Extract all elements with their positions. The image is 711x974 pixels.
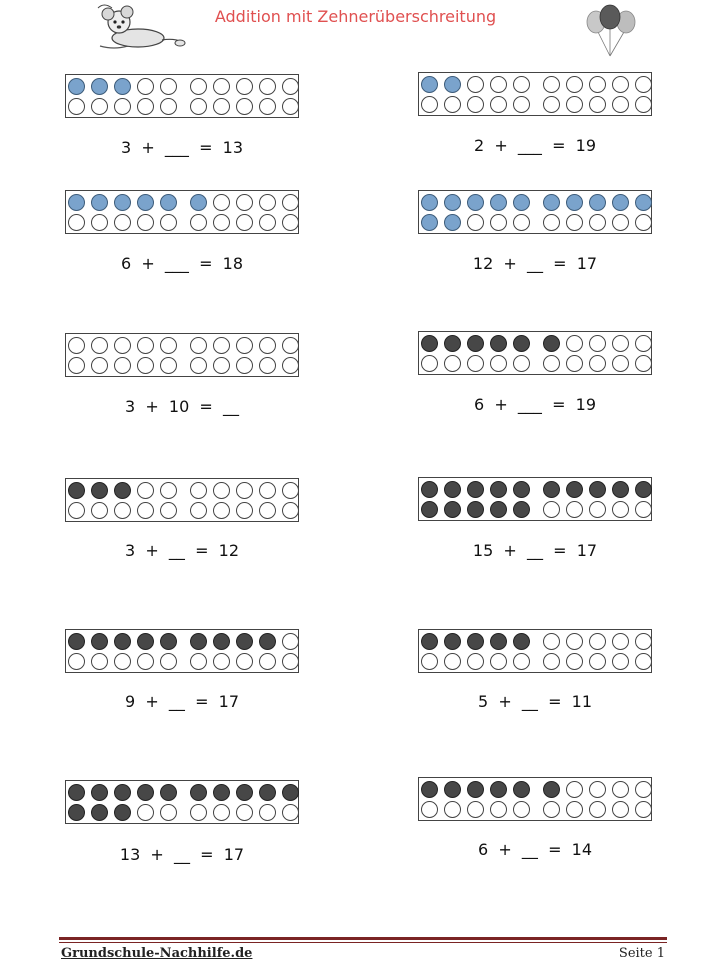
- counter-dot-empty: [190, 502, 207, 519]
- counter-dot-empty: [589, 653, 606, 670]
- counter-dot-filled: [444, 781, 461, 798]
- counter-dot-empty: [91, 653, 108, 670]
- counter-dot-empty: [91, 502, 108, 519]
- counter-dot-filled: [421, 781, 438, 798]
- counter-dot-empty: [259, 357, 276, 374]
- counter-dot-filled: [444, 76, 461, 93]
- counter-dot-empty: [566, 653, 583, 670]
- counter-dot-empty: [236, 482, 253, 499]
- counter-dot-empty: [612, 96, 629, 113]
- counter-dot-empty: [513, 801, 530, 818]
- counter-dot-empty: [236, 804, 253, 821]
- counter-dot-empty: [137, 78, 154, 95]
- equation-text: 3 + __ = 12: [124, 541, 240, 560]
- equation-text: 6 + ___ = 18: [120, 254, 244, 273]
- counter-dot-empty: [114, 653, 131, 670]
- counter-dot-filled: [490, 335, 507, 352]
- counter-dot-empty: [282, 337, 299, 354]
- counter-dot-empty: [566, 501, 583, 518]
- counter-dot-empty: [213, 194, 230, 211]
- ten-frame: [65, 190, 299, 234]
- counter-dot-filled: [490, 781, 507, 798]
- counter-dot-empty: [236, 653, 253, 670]
- counter-dot-empty: [160, 653, 177, 670]
- counter-dot-empty: [513, 653, 530, 670]
- counter-dot-empty: [213, 502, 230, 519]
- counter-dot-empty: [513, 214, 530, 231]
- counter-dot-empty: [160, 214, 177, 231]
- counter-dot-empty: [635, 501, 652, 518]
- counter-dot-filled: [444, 481, 461, 498]
- counter-dot-empty: [444, 801, 461, 818]
- counter-dot-empty: [589, 355, 606, 372]
- footer-rule: [59, 937, 667, 940]
- counter-dot-filled: [444, 501, 461, 518]
- counter-dot-empty: [160, 502, 177, 519]
- counter-dot-empty: [543, 501, 560, 518]
- counter-dot-filled: [68, 633, 85, 650]
- counter-dot-empty: [213, 214, 230, 231]
- counter-dot-filled: [68, 804, 85, 821]
- counter-dot-empty: [236, 98, 253, 115]
- counter-dot-empty: [589, 781, 606, 798]
- counter-dot-filled: [589, 194, 606, 211]
- counter-dot-filled: [444, 633, 461, 650]
- counter-dot-filled: [589, 481, 606, 498]
- counter-dot-empty: [190, 653, 207, 670]
- counter-dot-filled: [467, 781, 484, 798]
- equation-text: 2 + ___ = 19: [473, 136, 597, 155]
- balloons-icon: [584, 4, 640, 60]
- counter-dot-empty: [543, 214, 560, 231]
- counter-dot-filled: [259, 633, 276, 650]
- counter-dot-filled: [612, 194, 629, 211]
- counter-dot-empty: [467, 653, 484, 670]
- counter-dot-empty: [68, 653, 85, 670]
- counter-dot-empty: [259, 804, 276, 821]
- counter-dot-filled: [543, 194, 560, 211]
- counter-dot-filled: [114, 784, 131, 801]
- counter-dot-empty: [635, 76, 652, 93]
- equation-text: 3 + 10 = __: [124, 397, 240, 416]
- counter-dot-filled: [68, 78, 85, 95]
- counter-dot-empty: [259, 653, 276, 670]
- counter-dot-empty: [213, 78, 230, 95]
- counter-dot-filled: [190, 784, 207, 801]
- counter-dot-filled: [236, 784, 253, 801]
- counter-dot-filled: [68, 784, 85, 801]
- counter-dot-empty: [635, 355, 652, 372]
- counter-dot-empty: [635, 335, 652, 352]
- ten-frame: [418, 331, 652, 375]
- counter-dot-empty: [137, 502, 154, 519]
- counter-dot-filled: [114, 482, 131, 499]
- counter-dot-empty: [137, 653, 154, 670]
- counter-dot-filled: [91, 804, 108, 821]
- counter-dot-empty: [635, 781, 652, 798]
- counter-dot-filled: [190, 194, 207, 211]
- counter-dot-filled: [566, 481, 583, 498]
- counter-dot-filled: [236, 633, 253, 650]
- counter-dot-empty: [467, 76, 484, 93]
- counter-dot-empty: [160, 78, 177, 95]
- counter-dot-filled: [421, 501, 438, 518]
- counter-dot-empty: [589, 501, 606, 518]
- counter-dot-filled: [114, 804, 131, 821]
- counter-dot-empty: [612, 501, 629, 518]
- counter-dot-filled: [490, 633, 507, 650]
- counter-dot-empty: [282, 653, 299, 670]
- counter-dot-empty: [213, 337, 230, 354]
- counter-dot-filled: [513, 481, 530, 498]
- counter-dot-empty: [444, 653, 461, 670]
- counter-dot-filled: [612, 481, 629, 498]
- counter-dot-empty: [589, 335, 606, 352]
- counter-dot-filled: [421, 76, 438, 93]
- counter-dot-empty: [190, 214, 207, 231]
- counter-dot-filled: [513, 781, 530, 798]
- counter-dot-filled: [467, 501, 484, 518]
- counter-dot-empty: [68, 214, 85, 231]
- counter-dot-filled: [444, 194, 461, 211]
- counter-dot-empty: [589, 76, 606, 93]
- counter-dot-empty: [444, 96, 461, 113]
- counter-dot-filled: [114, 78, 131, 95]
- counter-dot-empty: [543, 355, 560, 372]
- counter-dot-filled: [213, 784, 230, 801]
- counter-dot-empty: [421, 355, 438, 372]
- counter-dot-filled: [114, 633, 131, 650]
- counter-dot-empty: [236, 502, 253, 519]
- counter-dot-empty: [612, 214, 629, 231]
- counter-dot-empty: [612, 355, 629, 372]
- counter-dot-empty: [160, 337, 177, 354]
- counter-dot-empty: [68, 357, 85, 374]
- counter-dot-empty: [282, 214, 299, 231]
- counter-dot-filled: [635, 481, 652, 498]
- counter-dot-empty: [612, 335, 629, 352]
- counter-dot-empty: [282, 98, 299, 115]
- counter-dot-empty: [612, 653, 629, 670]
- counter-dot-empty: [137, 337, 154, 354]
- counter-dot-filled: [513, 501, 530, 518]
- counter-dot-empty: [114, 357, 131, 374]
- ten-frame: [65, 629, 299, 673]
- counter-dot-filled: [543, 481, 560, 498]
- counter-dot-filled: [91, 784, 108, 801]
- footer-page-number: Seite 1: [618, 946, 665, 961]
- counter-dot-empty: [635, 214, 652, 231]
- counter-dot-empty: [612, 801, 629, 818]
- counter-dot-filled: [421, 633, 438, 650]
- counter-dot-empty: [282, 633, 299, 650]
- counter-dot-empty: [114, 337, 131, 354]
- equation-text: 15 + __ = 17: [472, 541, 598, 560]
- counter-dot-filled: [467, 335, 484, 352]
- counter-dot-empty: [259, 194, 276, 211]
- counter-dot-filled: [543, 781, 560, 798]
- counter-dot-empty: [91, 98, 108, 115]
- counter-dot-empty: [513, 76, 530, 93]
- counter-dot-empty: [543, 653, 560, 670]
- counter-dot-filled: [91, 78, 108, 95]
- counter-dot-filled: [68, 482, 85, 499]
- ten-frame: [65, 74, 299, 118]
- counter-dot-empty: [490, 801, 507, 818]
- counter-dot-filled: [513, 633, 530, 650]
- counter-dot-empty: [589, 633, 606, 650]
- counter-dot-empty: [68, 98, 85, 115]
- counter-dot-empty: [490, 76, 507, 93]
- counter-dot-empty: [259, 78, 276, 95]
- counter-dot-filled: [213, 633, 230, 650]
- counter-dot-filled: [137, 784, 154, 801]
- counter-dot-filled: [114, 194, 131, 211]
- counter-dot-empty: [612, 76, 629, 93]
- ten-frame: [65, 333, 299, 377]
- counter-dot-empty: [421, 801, 438, 818]
- counter-dot-empty: [91, 337, 108, 354]
- counter-dot-empty: [566, 781, 583, 798]
- counter-dot-filled: [91, 194, 108, 211]
- counter-dot-empty: [236, 357, 253, 374]
- counter-dot-empty: [444, 355, 461, 372]
- counter-dot-filled: [421, 481, 438, 498]
- counter-dot-filled: [543, 335, 560, 352]
- footer-rule-thin: [59, 942, 667, 943]
- equation-text: 12 + __ = 17: [472, 254, 598, 273]
- counter-dot-empty: [421, 96, 438, 113]
- counter-dot-empty: [566, 355, 583, 372]
- counter-dot-filled: [444, 214, 461, 231]
- counter-dot-filled: [444, 335, 461, 352]
- counter-dot-empty: [137, 98, 154, 115]
- counter-dot-filled: [160, 194, 177, 211]
- mouse-icon: [94, 2, 188, 54]
- counter-dot-empty: [236, 78, 253, 95]
- counter-dot-empty: [190, 482, 207, 499]
- counter-dot-empty: [589, 96, 606, 113]
- counter-dot-empty: [566, 633, 583, 650]
- counter-dot-empty: [282, 502, 299, 519]
- counter-dot-empty: [114, 502, 131, 519]
- counter-dot-empty: [236, 337, 253, 354]
- counter-dot-empty: [490, 96, 507, 113]
- counter-dot-empty: [213, 653, 230, 670]
- counter-dot-empty: [137, 357, 154, 374]
- counter-dot-filled: [421, 335, 438, 352]
- counter-dot-empty: [213, 482, 230, 499]
- ten-frame: [418, 190, 652, 234]
- counter-dot-filled: [160, 784, 177, 801]
- counter-dot-empty: [467, 801, 484, 818]
- counter-dot-empty: [259, 214, 276, 231]
- counter-dot-empty: [137, 804, 154, 821]
- counter-dot-filled: [467, 481, 484, 498]
- counter-dot-empty: [513, 355, 530, 372]
- counter-dot-empty: [190, 78, 207, 95]
- counter-dot-empty: [543, 633, 560, 650]
- counter-dot-empty: [635, 633, 652, 650]
- counter-dot-empty: [543, 96, 560, 113]
- counter-dot-empty: [282, 357, 299, 374]
- counter-dot-empty: [490, 653, 507, 670]
- equation-text: 3 + ___ = 13: [120, 138, 244, 157]
- counter-dot-empty: [566, 214, 583, 231]
- counter-dot-filled: [513, 335, 530, 352]
- counter-dot-empty: [160, 98, 177, 115]
- counter-dot-filled: [259, 784, 276, 801]
- counter-dot-empty: [467, 355, 484, 372]
- counter-dot-empty: [612, 781, 629, 798]
- counter-dot-empty: [467, 214, 484, 231]
- counter-dot-empty: [236, 214, 253, 231]
- counter-dot-empty: [190, 337, 207, 354]
- ten-frame: [418, 477, 652, 521]
- counter-dot-empty: [490, 214, 507, 231]
- counter-dot-filled: [91, 482, 108, 499]
- counter-dot-empty: [259, 98, 276, 115]
- counter-dot-filled: [467, 633, 484, 650]
- counter-dot-empty: [635, 653, 652, 670]
- counter-dot-empty: [589, 801, 606, 818]
- counter-dot-empty: [543, 76, 560, 93]
- counter-dot-filled: [490, 501, 507, 518]
- counter-dot-empty: [566, 96, 583, 113]
- counter-dot-empty: [513, 96, 530, 113]
- counter-dot-filled: [91, 633, 108, 650]
- counter-dot-empty: [566, 801, 583, 818]
- ten-frame: [418, 777, 652, 821]
- counter-dot-filled: [467, 194, 484, 211]
- counter-dot-empty: [282, 482, 299, 499]
- counter-dot-empty: [160, 357, 177, 374]
- counter-dot-empty: [635, 96, 652, 113]
- counter-dot-empty: [91, 357, 108, 374]
- equation-text: 6 + ___ = 19: [473, 395, 597, 414]
- counter-dot-filled: [566, 194, 583, 211]
- counter-dot-empty: [213, 357, 230, 374]
- counter-dot-empty: [114, 98, 131, 115]
- counter-dot-filled: [282, 784, 299, 801]
- counter-dot-empty: [421, 653, 438, 670]
- counter-dot-empty: [259, 482, 276, 499]
- counter-dot-empty: [259, 337, 276, 354]
- counter-dot-empty: [68, 337, 85, 354]
- counter-dot-empty: [137, 214, 154, 231]
- counter-dot-empty: [236, 194, 253, 211]
- footer-site-link[interactable]: Grundschule-Nachhilfe.de: [61, 946, 253, 961]
- ten-frame: [65, 478, 299, 522]
- equation-text: 6 + __ = 14: [477, 840, 593, 859]
- counter-dot-filled: [137, 194, 154, 211]
- counter-dot-filled: [68, 194, 85, 211]
- counter-dot-empty: [589, 214, 606, 231]
- counter-dot-empty: [68, 502, 85, 519]
- counter-dot-filled: [137, 633, 154, 650]
- counter-dot-filled: [490, 481, 507, 498]
- counter-dot-filled: [421, 214, 438, 231]
- ten-frame: [418, 629, 652, 673]
- counter-dot-empty: [612, 633, 629, 650]
- counter-dot-filled: [513, 194, 530, 211]
- counter-dot-filled: [490, 194, 507, 211]
- counter-dot-empty: [213, 98, 230, 115]
- counter-dot-empty: [213, 804, 230, 821]
- counter-dot-filled: [635, 194, 652, 211]
- counter-dot-empty: [190, 98, 207, 115]
- counter-dot-empty: [282, 78, 299, 95]
- counter-dot-empty: [137, 482, 154, 499]
- counter-dot-empty: [635, 801, 652, 818]
- equation-text: 13 + __ = 17: [119, 845, 245, 864]
- counter-dot-empty: [259, 502, 276, 519]
- counter-dot-empty: [282, 194, 299, 211]
- counter-dot-empty: [190, 804, 207, 821]
- counter-dot-filled: [160, 633, 177, 650]
- ten-frame: [418, 72, 652, 116]
- counter-dot-empty: [282, 804, 299, 821]
- equation-text: 5 + __ = 11: [477, 692, 593, 711]
- equation-text: 9 + __ = 17: [124, 692, 240, 711]
- counter-dot-empty: [160, 804, 177, 821]
- counter-dot-empty: [190, 357, 207, 374]
- counter-dot-empty: [160, 482, 177, 499]
- counter-dot-filled: [190, 633, 207, 650]
- ten-frame: [65, 780, 299, 824]
- counter-dot-empty: [566, 76, 583, 93]
- counter-dot-empty: [566, 335, 583, 352]
- counter-dot-empty: [490, 355, 507, 372]
- counter-dot-filled: [421, 194, 438, 211]
- counter-dot-empty: [114, 214, 131, 231]
- counter-dot-empty: [91, 214, 108, 231]
- counter-dot-empty: [467, 96, 484, 113]
- counter-dot-empty: [543, 801, 560, 818]
- page-title: Addition mit Zehnerüberschreitung: [214, 7, 497, 26]
